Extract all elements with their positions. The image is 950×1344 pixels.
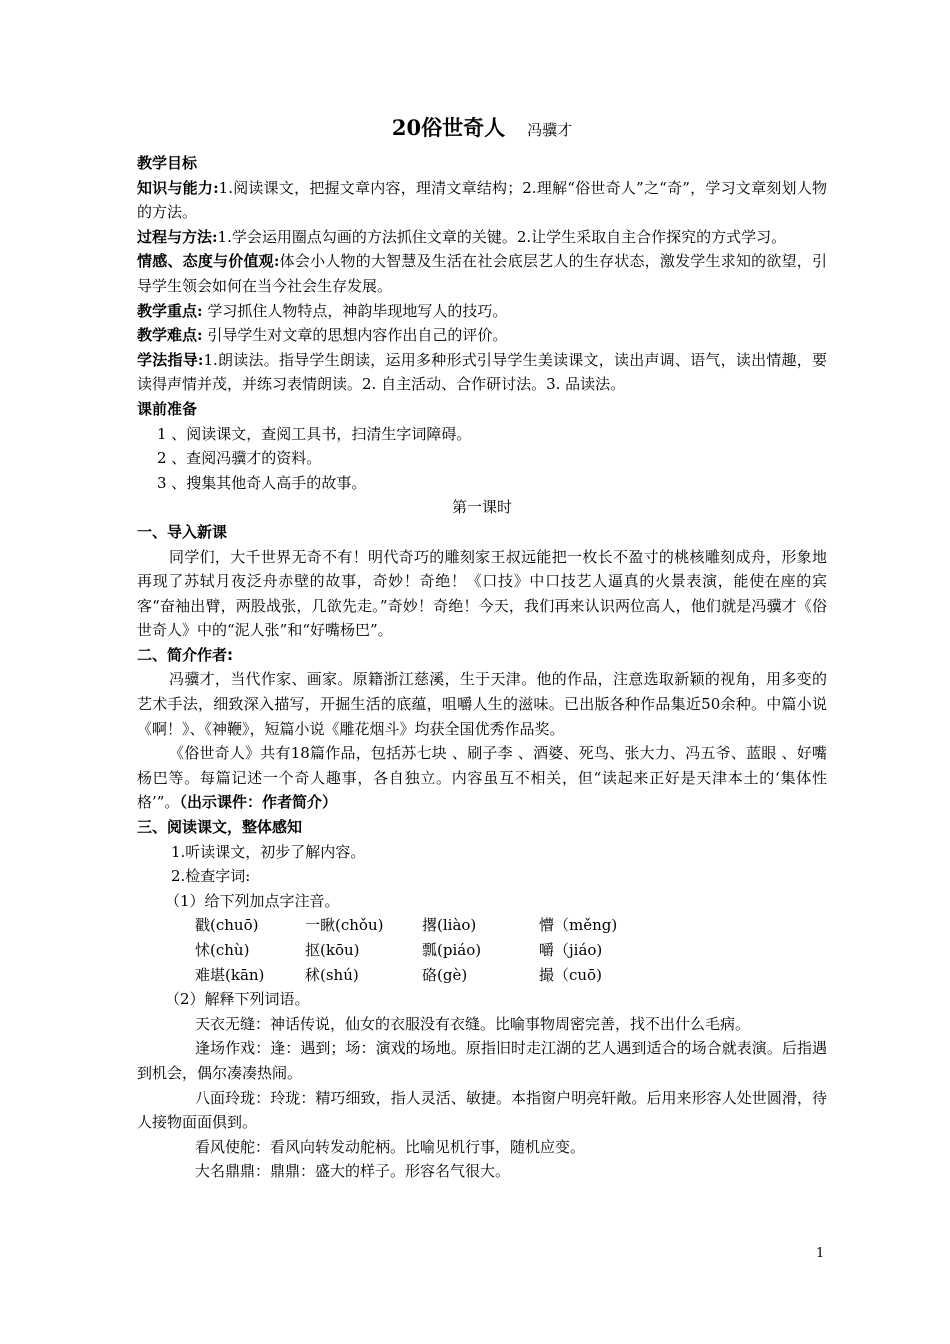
section1-heading: 一、导入新课 [137,522,228,541]
term-definition: 天衣无缝：神话传说，仙女的衣服没有衣缝。比喻事物周密完善，找不出什么毛病。 [195,1014,751,1033]
title-main: 20俗世奇人 [391,115,506,140]
phonetics-row [137,938,827,963]
phonetics-instruction: （1）给下列加点字注音。 [165,891,340,910]
terms-instruction: （2）解释下列词语。 [165,990,310,1009]
section2-heading: 二、简介作者: [137,645,233,664]
page-number: 1 [816,1246,825,1261]
prep-item: 2 、查阅冯骥才的资料。 [157,449,322,468]
book-intro-paragraph: 《俗世奇人》共有18篇作品，包括苏七块 、刷子李 、酒婆、死鸟、张大力、冯五爷、蓝眼 、好嘴杨巴等。每篇记述一个奇人趣事，各自独立。内容虽互不相关，但“读起来正好是天津本土的‘集体性格’”。（出示课件：作者简介） [137,744,827,812]
phonetic-item: 一瞅(chǒu) [305,916,384,935]
step-check-words: 2.检查字词: [171,867,251,886]
term-definition: 八面玲珑：玲珑：精巧细致，指人灵活、敏捷。本指窗户明亮轩敞。后用来形容人处世圆滑，待人接物面面俱到。 [137,1088,827,1132]
teaching-key: 教学重点: 学习抓住人物特点，神韵毕现地写人的技巧。 [137,301,508,320]
page-title [137,113,827,145]
section3-heading: 三、阅读课文，整体感知 [137,818,303,837]
phonetic-item: 抠(kōu) [305,941,360,959]
phonetic-item: 撂(liào) [422,916,477,935]
prep-item: 3 、搜集其他奇人高手的故事。 [157,473,367,492]
process-objective: 过程与方法:1.学会运用圈点勾画的方法抓住文章的关键。2.让学生采取自主合作探究的方式学习。 [137,227,787,246]
teaching-difficulty: 教学难点: 引导学生对文章的思想内容作出自己的评价。 [137,326,508,345]
phonetic-item: 撮（cuō) [539,965,602,984]
prep-heading: 课前准备 [137,399,198,418]
phonetic-item: 难堪(kān) [195,965,265,984]
step-listen: 1.听读课文，初步了解内容。 [171,842,366,861]
document-page [137,113,827,1184]
emotion-objective: 情感、态度与价值观:体会小人物的大智慧及生活在社会底层艺人的生存状态，激发学生求知的欲望，引导学生领会如何在当今社会生存发展。 [137,252,827,295]
phonetics-row [137,913,827,938]
phonetics-row [137,963,827,988]
phonetic-item: 嚼（jiáo) [539,941,603,959]
term-definition: 看风使舵：看风向转发动舵柄。比喻见机行事，随机应变。 [195,1137,586,1156]
phonetic-item: 戳(chuō) [195,916,259,935]
phonetic-item: 懵（měng) [539,916,618,935]
prep-item: 1 、阅读课文，查阅工具书，扫清生字词障碍。 [157,424,472,443]
term-definition: 逢场作戏：逢：遇到；场：演戏的场地。原指旧时走江湖的艺人遇到适合的场合就表演。后指遇到机会，偶尔凑凑热闹。 [137,1039,827,1082]
objectives-heading: 教学目标 [137,154,198,172]
title-author: 冯骥才 [527,121,573,139]
phonetic-item: 硌(gè) [422,965,468,984]
term-definition: 大名鼎鼎：鼎鼎：盛大的样子。形容名气很大。 [195,1162,511,1181]
study-method: 学法指导:1.朗读法。指导学生朗读，运用多种形式引导学生美读课文，读出声调、语气，读出情趣，要读得声情并茂，并练习表情朗读。2. 自主活动、合作研讨法。3. 品读法。 [137,350,827,394]
section1-text: 同学们，大千世界无奇不有！明代奇巧的雕刻家王叔远能把一枚长不盈寸的桃核雕刻成舟，形象地再现了苏轼月夜泛舟赤壁的故事，奇妙！奇绝！《口技》中口技艺人逼真的火景表演，能使在座的宾客“奋袖出臂，两股战张，几欲先走。”奇妙！奇绝！今天，我们再来认识两位高人，他们就是冯骥才《俗世奇人》中的“泥人张”和“好嘴杨巴”。 [137,547,827,640]
knowledge-objective: 知识与能力:1.阅读课文，把握文章内容，理清文章结构；2.理解“俗世奇人”之“奇”，学习文章刻划人物的方法。 [137,178,827,222]
phonetic-item: 秫(shú) [305,965,359,984]
author-intro-paragraph: 冯骥才，当代作家、画家。原籍浙江慈溪，生于天津。他的作品，注意选取新颖的视角，用多变的艺术手法，细致深入描写，开掘生活的底蕴，咀嚼人生的滋味。已出版各种作品集近50余种。中篇小说《啊！》、《神鞭》，短篇小说《雕花烟斗》均获全国优秀作品奖。 [137,670,827,738]
lesson-label: 第一课时 [451,498,512,517]
phonetic-item: 怵(chù) [195,941,250,959]
phonetic-item: 瓢(piáo) [422,941,482,959]
